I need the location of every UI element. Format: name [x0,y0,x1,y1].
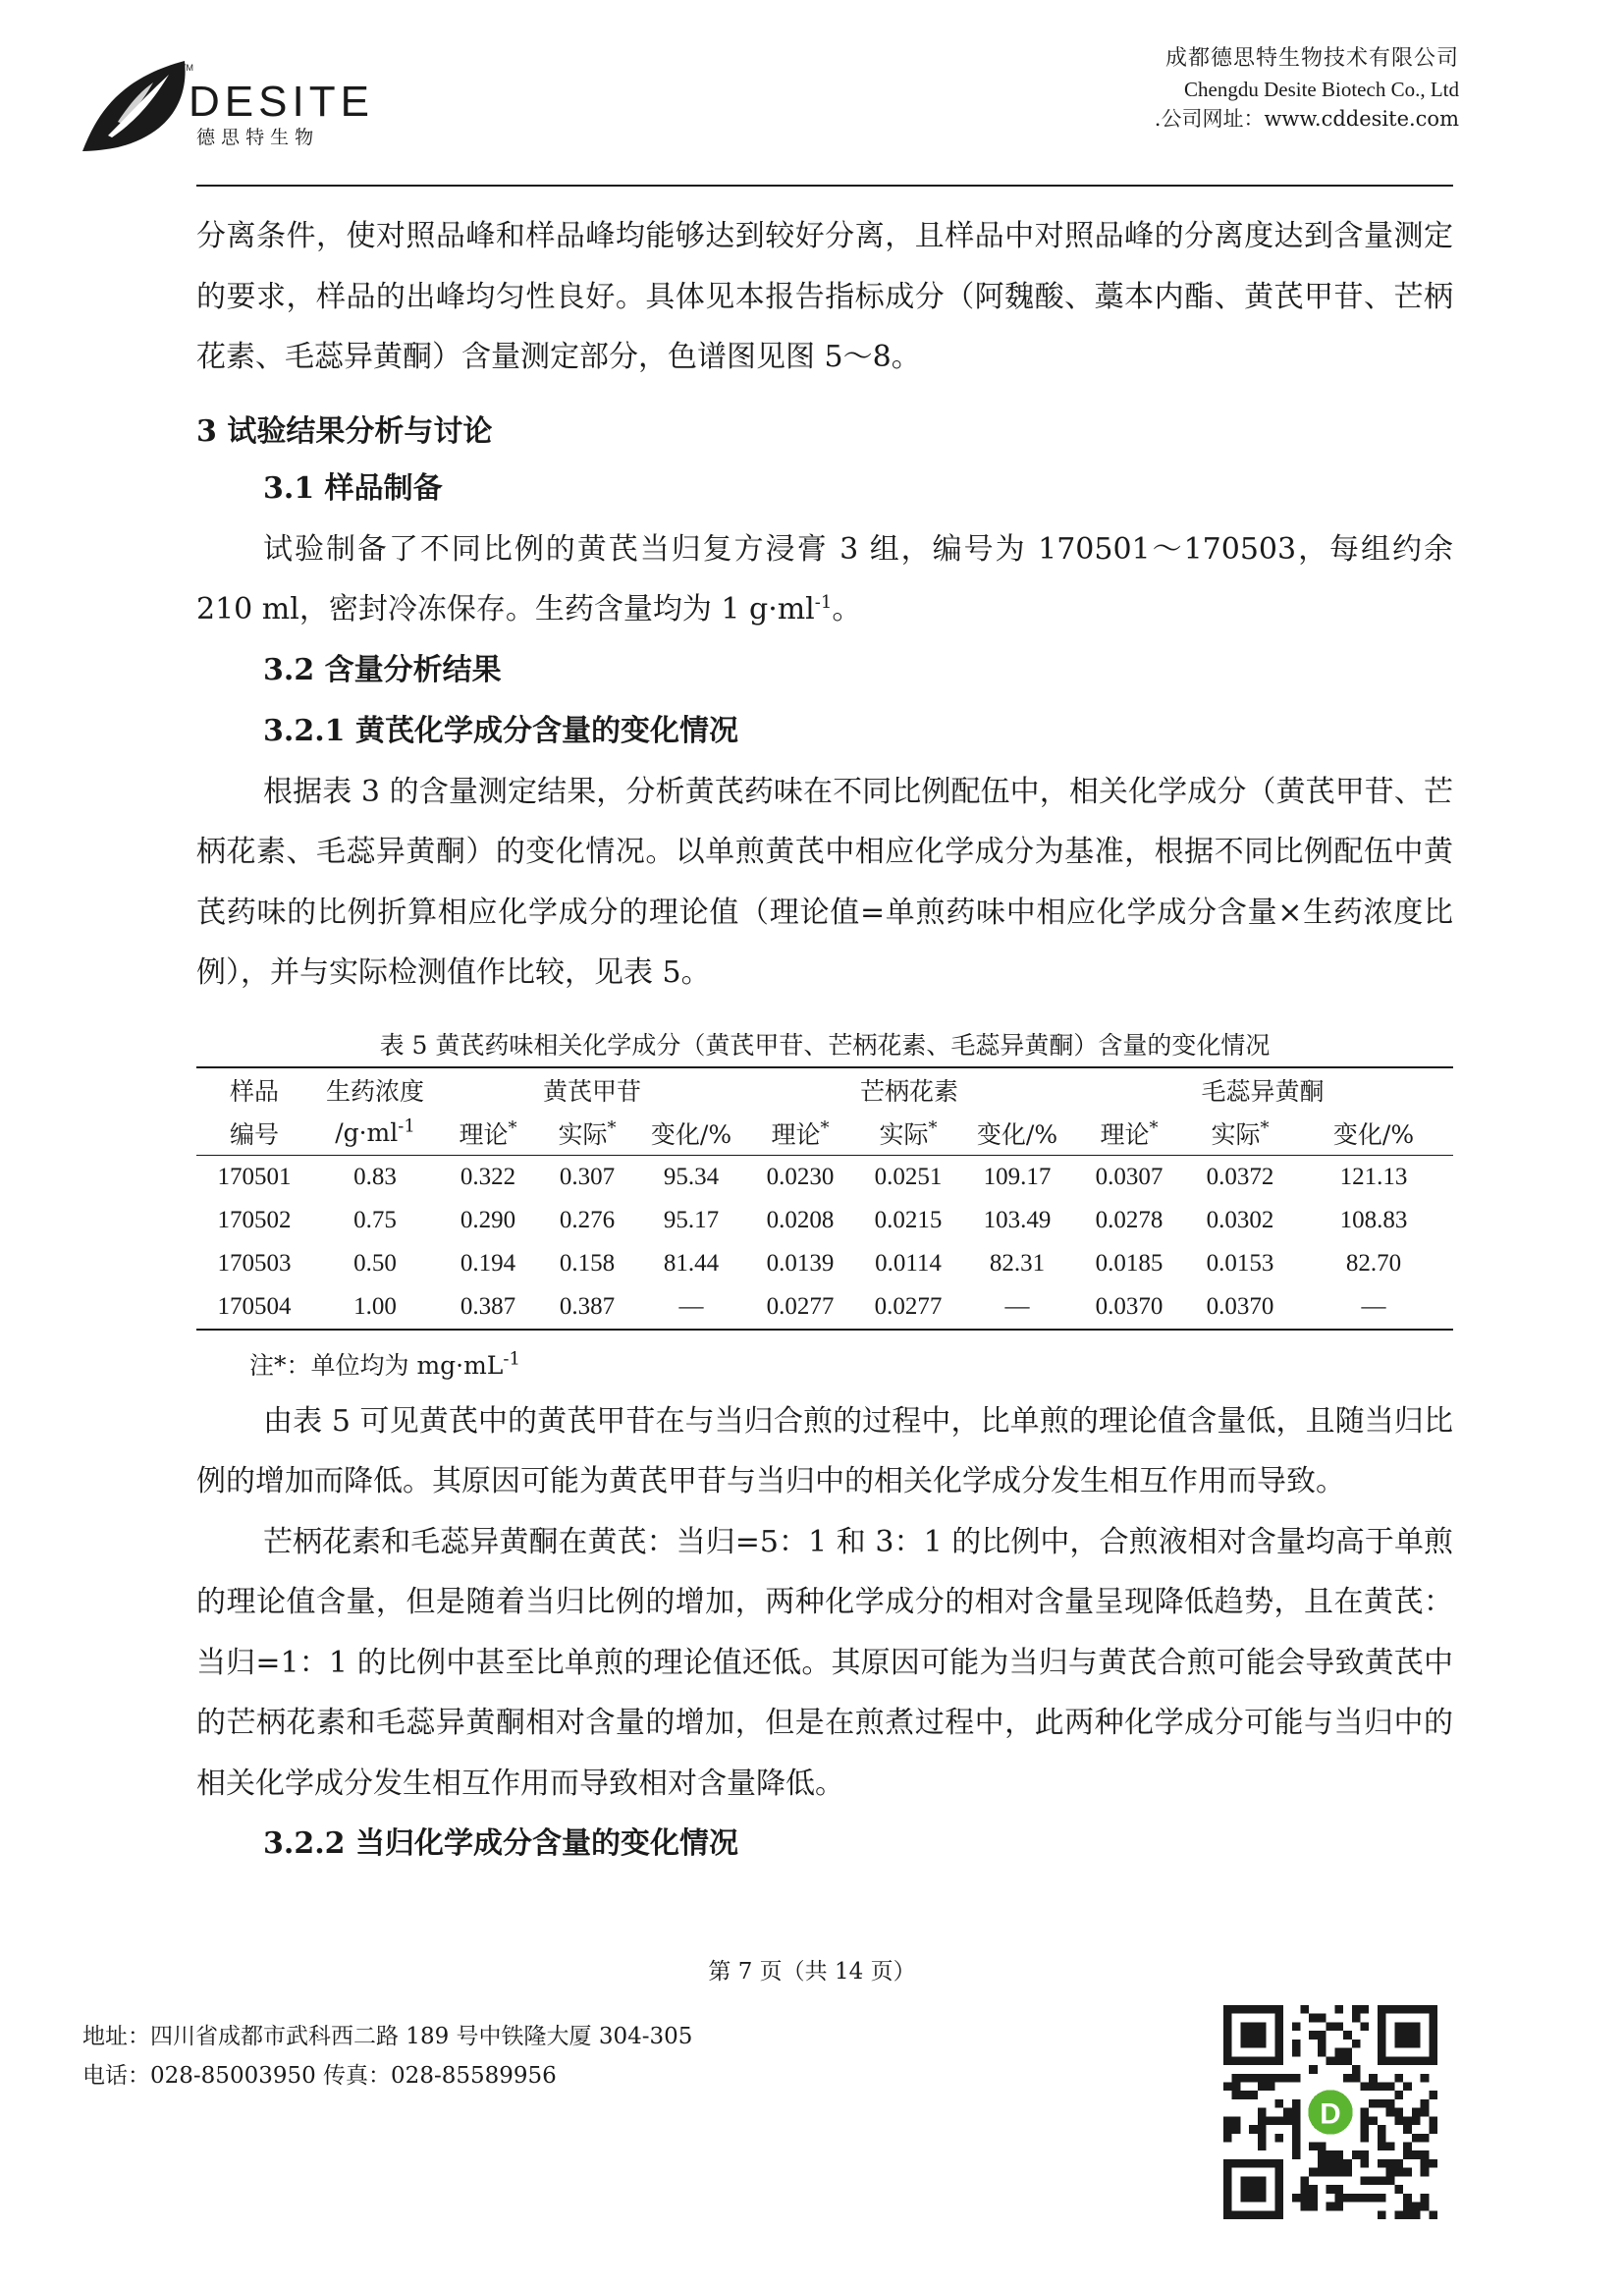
section-3-2-1-heading: 3.2.1 黄芪化学成分含量的变化情况 [263,713,738,748]
cell-actual: 0.0370 [1206,1292,1274,1320]
table-note: 注*：单位均为 $mg\cdot mL^{-1}$ [249,1348,520,1380]
cell-actual: 0.0251 [874,1163,943,1190]
company-info [909,43,1459,134]
cell-theory: 0.194 [460,1249,516,1277]
col-sample: 样品 [229,1076,279,1106]
company-name-en: Chengdu Desite Biotech Co., Ltd [1184,78,1459,101]
intro-paragraph: 分离条件，使对照品峰和样品峰均能够达到较好分离，且样品中对照品峰的分离度达到含量测定的要求，样品的出峰均匀性良好。具体见本报告指标成分（阿魏酸、藁本内酯、黄芪甲苷、芒柄花素、毛蕊异黄酮）含量测定部分，色谱图见图 5～8。 [196,219,1453,374]
cell-concentration: 0.83 [353,1163,397,1190]
cell-change: 82.31 [989,1249,1046,1277]
cell-concentration: 0.75 [353,1206,397,1233]
section-3-2-heading: 3.2 含量分析结果 [263,652,502,687]
cell-actual: 0.387 [559,1292,616,1320]
logo-chinese-name: 德 思 特 生 物 [196,127,314,148]
qr-center-logo: D [1320,2097,1341,2131]
svg-text:TM: TM [181,63,193,73]
cell-change: — [1361,1292,1386,1320]
cell-theory: 0.0278 [1095,1206,1164,1233]
col-group-formononetin: 芒柄花素 [859,1076,958,1106]
document-body [196,206,1453,1875]
company-website: .公司网址：www.cddesite.com [1154,107,1459,131]
cell-theory: 0.290 [460,1206,516,1233]
company-logo [79,57,393,155]
cell-theory: 0.322 [460,1163,516,1190]
page-number: 第 7 页（共 14 页） [708,1959,916,1985]
cell-theory: 0.0277 [766,1292,835,1320]
cell-theory: 0.0139 [766,1249,835,1277]
section-3-2-1-paragraph: 根据表 3 的含量测定结果，分析黄芪药味在不同比例配伍中，相关化学成分（黄芪甲苷、芒柄花素、毛蕊异黄酮）的变化情况。以单煎黄芪中相应化学成分为基准，根据不同比例配伍中黄芪药味的比例折算相应化学成分的理论值（理论值=单煎药味中相应化学成分含量×生药浓度比例），并与实际检测值作比较，见表 5。 [196,774,1453,990]
cell-sample-id: 170501 [217,1163,292,1190]
section-3-2-2-heading: 3.2.2 当归化学成分含量的变化情况 [263,1826,738,1861]
col-theory: 理论* [438,1112,538,1156]
cell-theory: 0.0230 [766,1163,835,1190]
cell-theory: 0.0208 [766,1206,835,1233]
cell-actual: 0.0372 [1206,1163,1274,1190]
col-theory: 理论* [1072,1112,1186,1156]
table-body [196,1155,1453,1330]
qr-code [1223,2005,1437,2219]
table-caption: 表 5 黄芪药味相关化学成分（黄芪甲苷、芒柄花素、毛蕊异黄酮）含量的变化情况 [379,1030,1271,1060]
cell-sample-id: 170502 [217,1206,292,1233]
cell-theory: 0.0370 [1095,1292,1164,1320]
cell-change: 103.49 [983,1206,1052,1233]
col-sample-id: 编号 [196,1112,312,1156]
col-change: 变化/% [962,1112,1072,1156]
table-row [196,1155,1453,1199]
cell-change: 82.70 [1345,1249,1402,1277]
cell-actual: 0.276 [559,1206,616,1233]
footer-address: 地址：四川省成都市武科西二路 189 号中铁隆大厦 304-305 [82,2024,693,2049]
cell-change: 121.13 [1339,1163,1408,1190]
table-row [196,1242,1453,1285]
cell-change: 81.44 [663,1249,720,1277]
cell-sample-id: 170503 [217,1249,292,1277]
footer-contact [82,2017,692,2095]
col-actual: 实际* [538,1112,636,1156]
col-actual: 实际* [854,1112,962,1156]
cell-actual: 0.0215 [874,1206,943,1233]
cell-concentration: 0.50 [353,1249,397,1277]
cell-actual: 0.158 [559,1249,616,1277]
section-3-1-heading: 3.1 样品制备 [263,470,443,506]
header-divider [196,185,1453,187]
table-row [196,1199,1453,1242]
cell-theory: 0.0185 [1095,1249,1164,1277]
cell-change: — [1004,1292,1030,1320]
col-concentration: 生药浓度 [325,1076,424,1106]
results-table [196,1066,1453,1331]
table-header-row [196,1067,1453,1112]
discussion-paragraph-2: 芒柄花素和毛蕊异黄酮在黄芪：当归=5：1 和 3：1 的比例中，合煎液相对含量均高于单煎的理论值含量，但是随着当归比例的增加，两种化学成分的相对含量呈现降低趋势，且在黄芪：当归=1：1 的比例中甚至比单煎的理论值还低。其原因可能为当归与黄芪合煎可能会导致黄芪中的芒柄花素和毛蕊异黄酮相对含量的增加，但是在煎煮过程中，此两种化学成分可能与当归中的相关化学成分发生相互作用而导致相对含量降低。 [196,1524,1453,1801]
col-change: 变化/% [636,1112,746,1156]
col-group-astragaloside: 黄芪甲苷 [542,1076,641,1106]
table-row [196,1285,1453,1330]
cell-actual: 0.0153 [1206,1249,1274,1277]
col-group-calycosin: 毛蕊异黄酮 [1201,1076,1325,1106]
col-actual: 实际* [1186,1112,1294,1156]
cell-theory: 0.387 [460,1292,516,1320]
section-3-heading: 3 试验结果分析与讨论 [196,413,493,449]
cell-change: 108.83 [1339,1206,1408,1233]
footer-phone-fax: 电话：028-85003950 传真：028-85589956 [82,2063,557,2089]
cell-change: 109.17 [983,1163,1052,1190]
cell-actual: 0.0114 [875,1249,942,1277]
col-change: 变化/% [1294,1112,1453,1156]
company-name-cn: 成都德思特生物技术有限公司 [1164,46,1459,71]
discussion-paragraph-1: 由表 5 可见黄芪中的黄芪甲苷在与当归合煎的过程中，比单煎的理论值含量低，且随当归比例的增加而降低。其原因可能为黄芪甲苷与当归中的相关化学成分发生相互作用而导致。 [196,1403,1453,1498]
cell-actual: 0.0277 [874,1292,943,1320]
cell-concentration: 1.00 [353,1292,397,1320]
col-concentration-unit: $/g\cdot ml^{-1}$ [312,1112,438,1156]
cell-actual: 0.0302 [1206,1206,1274,1233]
leaf-logo-icon [79,57,393,155]
col-theory: 理论* [746,1112,854,1156]
cell-theory: 0.0307 [1095,1163,1164,1190]
section-3-1-paragraph: 试验制备了不同比例的黄芪当归复方浸膏 3 组，编号为 170501～170503，每组约余 210 ml，密封冷冻保存。生药含量均为 1 $g\cdot ml^{-1}$。 [196,531,1453,626]
qr-code-icon [1223,2005,1437,2219]
cell-actual: 0.307 [559,1163,616,1190]
cell-change: — [678,1292,704,1320]
table-subheader-row [196,1112,1453,1156]
cell-sample-id: 170504 [217,1292,292,1320]
cell-change: 95.17 [663,1206,720,1233]
cell-change: 95.34 [663,1163,720,1190]
logo-wordmark: DESITE [189,78,374,126]
